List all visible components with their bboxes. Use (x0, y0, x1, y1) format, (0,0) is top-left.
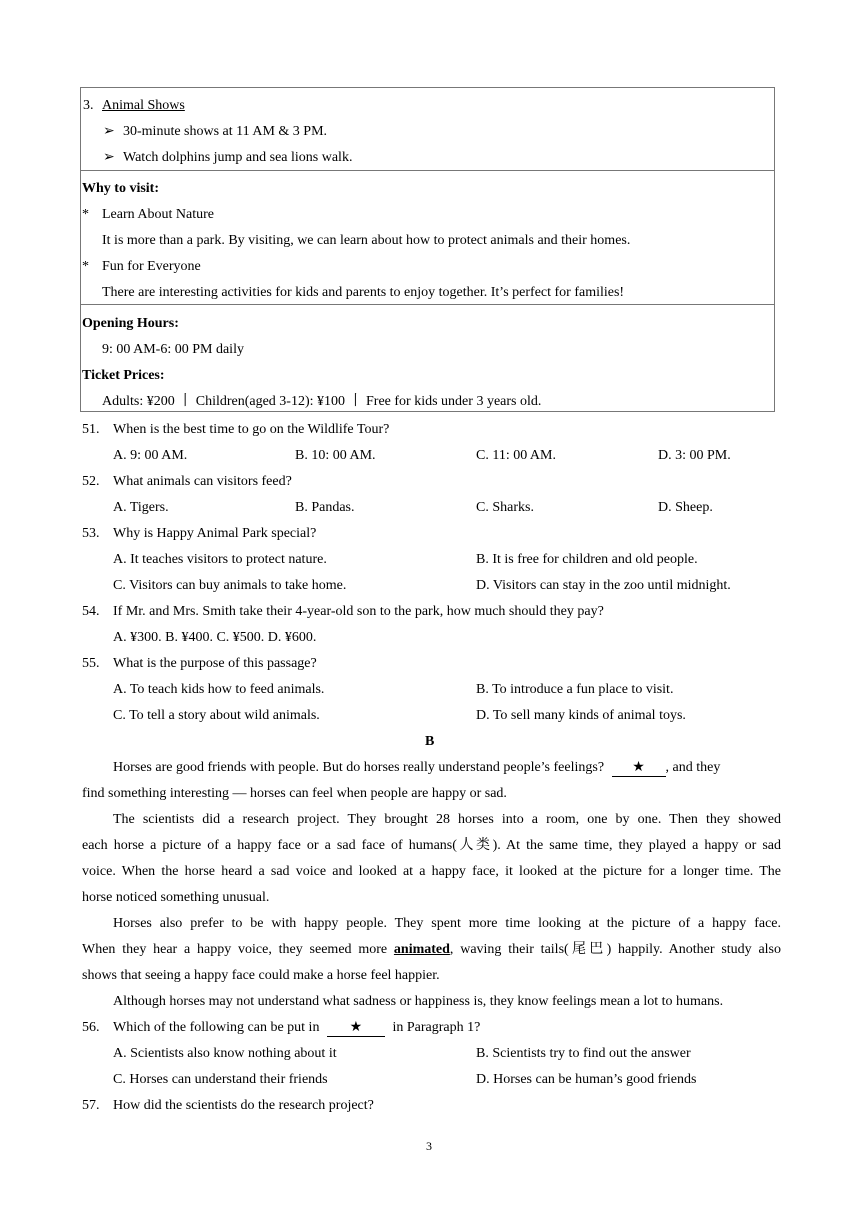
question-text: How did the scientists do the research project? (113, 1098, 374, 1113)
passage-line: shows that seeing a happy face could make a horse feel happier. (82, 968, 440, 983)
tickets-heading: Ticket Prices: (82, 368, 165, 383)
hours-text: 9: 00 AM-6: 00 PM daily (102, 342, 244, 357)
option-d: D. Horses can be human’s good friends (476, 1072, 697, 1087)
answer-blank: ★ (612, 760, 666, 777)
divider (81, 304, 774, 305)
section-heading: B (425, 734, 435, 749)
divider (81, 170, 774, 171)
question-number: 56. (82, 1020, 100, 1035)
vocab-word: animated (393, 942, 450, 957)
passage-line: Horses also prefer to be with happy people. They spent more time looking at the picture of a happy face. (113, 916, 781, 931)
info-box (80, 87, 775, 412)
option-a: A. To teach kids how to feed animals. (113, 682, 325, 697)
why-heading: Why to visit: (82, 181, 159, 196)
option-c: C. Sharks. (476, 500, 534, 515)
option-c: C. Horses can understand their friends (113, 1072, 328, 1087)
bullet-text: 30-minute shows at 11 AM & 3 PM. (123, 124, 328, 139)
option-d: D. To sell many kinds of animal toys. (476, 708, 686, 723)
animal-shows-title: Animal Shows (102, 98, 185, 113)
star-bullet-icon: * (82, 207, 89, 222)
hours-heading: Opening Hours: (82, 316, 179, 331)
why-item-text: There are interesting activities for kids and parents to enjoy together. It’s perfect for families! (102, 285, 625, 300)
option-c: C. Visitors can buy animals to take home. (113, 578, 347, 593)
question-text: Why is Happy Animal Park special? (113, 526, 317, 541)
option-d: D. 3: 00 PM. (658, 448, 731, 463)
passage-text: , and they (665, 760, 721, 775)
option-b: B. To introduce a fun place to visit. (476, 682, 674, 697)
options-line: A. ¥300. B. ¥400. C. ¥500. D. ¥600. (113, 630, 317, 645)
question-number: 57. (82, 1098, 100, 1113)
option-c: C. 11: 00 AM. (476, 448, 556, 463)
question-text-part: in Paragraph 1? (392, 1020, 481, 1035)
why-item-title: Fun for Everyone (102, 259, 201, 274)
question-number: 52. (82, 474, 100, 489)
bullet-text: Watch dolphins jump and sea lions walk. (123, 150, 353, 165)
why-item-title: Learn About Nature (102, 207, 214, 222)
question-text: If Mr. and Mrs. Smith take their 4-year-old son to the park, how much should they pay? (113, 604, 604, 619)
passage-line: each horse a picture of a happy face or a sad face of humans(人类). At the same time, they played a happy or sad (82, 838, 781, 853)
question-number: 54. (82, 604, 100, 619)
passage-line (82, 940, 781, 960)
tickets-text: Adults: ¥200 丨 Children(aged 3-12): ¥100 丨 Free for kids under 3 years old. (102, 394, 542, 409)
option-a: A. Tigers. (113, 500, 169, 515)
option-b: B. It is free for children and old people. (476, 552, 698, 567)
option-d: D. Sheep. (658, 500, 713, 515)
page-number: 3 (426, 1139, 432, 1153)
star-bullet-icon: * (82, 259, 89, 274)
option-a: A. It teaches visitors to protect nature. (113, 552, 327, 567)
option-a: A. Scientists also know nothing about it (113, 1046, 337, 1061)
option-b: B. 10: 00 AM. (295, 448, 376, 463)
passage-line (113, 758, 720, 778)
question-text: When is the best time to go on the Wildlife Tour? (113, 422, 390, 437)
answer-blank: ★ (327, 1020, 385, 1037)
arrow-bullet-icon: ➢ (103, 150, 115, 165)
option-c: C. To tell a story about wild animals. (113, 708, 320, 723)
passage-line: find something interesting — horses can feel when people are happy or sad. (82, 786, 507, 801)
question-number: 55. (82, 656, 100, 671)
option-b: B. Pandas. (295, 500, 355, 515)
question-text: What is the purpose of this passage? (113, 656, 317, 671)
passage-line: voice. When the horse heard a sad voice and looked at a happy face, it looked at the picture for a longer time. The (82, 864, 781, 879)
option-d: D. Visitors can stay in the zoo until midnight. (476, 578, 731, 593)
question-number: 51. (82, 422, 100, 437)
arrow-bullet-icon: ➢ (103, 124, 115, 139)
why-item-text: It is more than a park. By visiting, we can learn about how to protect animals and their homes. (102, 233, 631, 248)
passage-line: horse noticed something unusual. (82, 890, 270, 905)
question-number: 53. (82, 526, 100, 541)
passage-line: Although horses may not understand what sadness or happiness is, they know feelings mean a lot to humans. (113, 994, 724, 1009)
option-b: B. Scientists try to find out the answer (476, 1046, 691, 1061)
question-text: What animals can visitors feed? (113, 474, 292, 489)
question-text (113, 1018, 480, 1038)
section-number: 3. (83, 98, 94, 113)
question-text-part: Which of the following can be put in (113, 1020, 320, 1035)
passage-text: When they hear a happy voice, they seemed more (82, 942, 388, 957)
option-a: A. 9: 00 AM. (113, 448, 188, 463)
passage-text: Horses are good friends with people. But do horses really understand people’s feelings? (113, 760, 605, 775)
passage-line: The scientists did a research project. They brought 28 horses into a room, one by one. Then they showed (113, 812, 781, 827)
passage-text: , waving their tails(尾巴) happily. Another study also (449, 942, 782, 957)
